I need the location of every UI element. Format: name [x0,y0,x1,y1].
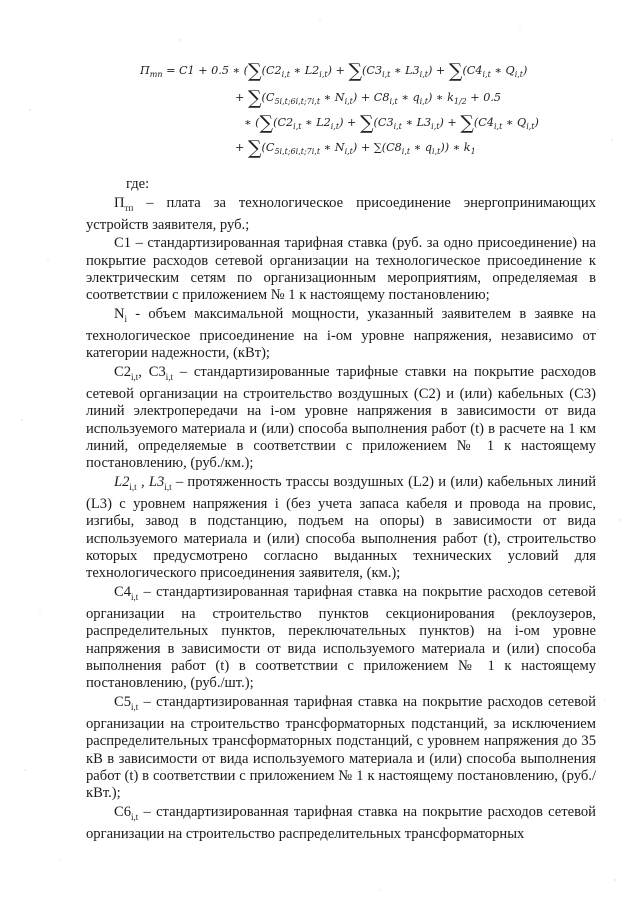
term-sub: i [124,313,128,324]
formula-sub: 5i,t;6i,t;7i,t [274,147,321,157]
term-sub: i,t [131,591,139,602]
definition: – стандартизированная тарифная ставка на покрытие расходов сетевой организации на строительство пунктов секционирования (реклоузеров, распределительных пунктов, переключательных пунктов) на i-ом уровне напряжения в зависимости от вида используемого материала и (или) способа выполнения работ (t) в соответствии с приложением № 1 к настоящему постановлению, (руб./шт.); [86,583,596,692]
term-sub: i,t [165,371,174,382]
formula-text: ∗ L2 [290,64,320,77]
formula-text: (C3 [373,116,394,129]
formula-text: + [235,141,248,154]
formula-text: ∗ q [410,141,433,154]
formula-sub: i,t [293,122,302,132]
formula-sub: i,t [382,70,391,80]
formula-sub: i,t [319,70,328,80]
sum-symbol: ∑ [248,60,262,82]
formula-line-3 [244,112,539,134]
term-sub: i,t [131,811,139,822]
formula-text: (C2 [273,116,294,129]
formula-text: (C3 [362,64,383,77]
term: N [114,305,125,322]
formula-text: ) [534,116,539,129]
formula-text: (C2 [261,64,282,77]
sum-symbol: ∑ [247,137,262,159]
paragraph-l2-l3 [86,474,596,583]
formula-lhs-sub: тп [149,70,163,80]
formula-line-4 [235,137,476,159]
formula-sub: i,t [389,97,398,107]
definition: – стандартизированная тарифная ставка на покрытие расходов сетевой организации на строительство распределительных трансформаторных [86,803,596,843]
term-sub: i,t [129,481,137,492]
formula-text: ∗ L2 [301,116,331,129]
formula-lhs: П [140,64,150,77]
term: , L3 [136,473,165,490]
term-sub: тп [124,202,134,213]
paragraph-c4 [86,584,596,693]
formula-text: ) + [428,64,449,77]
formula-text: ∗ L3 [390,64,420,77]
formula-sub: 5i,t;6i,t;7i,t [274,97,321,107]
term: L2 [114,473,130,490]
formula-text: + 0.5 [466,91,502,104]
definition: - объем максимальной мощности, указанный заявителем в заявке на технологическое присоединение на i-ом уровне напряжения, независимо от категории надежности, (кВт); [86,305,596,362]
sum-symbol: ∑ [259,112,274,134]
formula-sub: i,t [344,147,353,157]
term: С2 [114,363,132,380]
formula-sub: i,t [432,147,441,157]
formula-sub: i,t [526,122,535,132]
formula-text: (C [261,141,275,154]
definition: – стандартизированные тарифные ставки на покрытие расходов сетевой организации на строительство воздушных (С2) и (или) кабельных (С3) линий электропередачи на i-ом уровне напряжения в зависимости от вида используемого материала и (или) способа выполнения работ (t) в расчете на 1 км линий, определяемые в соответствии с приложением № 1 к настоящему постановлению, (руб./км.); [86,363,596,472]
where-label [126,176,596,193]
document-body [86,176,596,845]
formula-sub: i,t [493,122,503,132]
paragraph-c2-c3 [86,364,596,473]
formula-sub: i,t [393,122,402,132]
term: , С3 [138,363,166,380]
formula-line-2 [235,87,501,109]
formula-sub: i,t [514,70,524,80]
formula-text: ∗ q [397,91,420,104]
formula-text: (C4 [473,116,494,129]
term-sub: i,t [164,481,172,492]
where-label-text: где: [126,176,150,192]
term: С6 [114,803,132,820]
formula-text: )) ∗ k [440,141,471,154]
paragraph-c1 [86,235,596,304]
term: С4 [114,583,132,600]
formula-sub: i,t [344,97,353,107]
formula-sub: 1 [470,147,476,157]
formula-text: ∗ Q [490,64,515,77]
formula-text: ∗ Q [502,116,527,129]
definition: – протяженность трассы воздушных (L2) и (или) кабельных линий (L3) с уровнем напряжения i (без учета запаса кабеля и провода на провис, изгибы, завод в подстанцию, подъем на опоры) в зависимости от вида используемого материала и (или) способа выполнения работ (t), строительство которых предусмотрено согласно выданных технических условий для технологического присоединения заявителя, (км.); [86,473,596,582]
term-sub: i,t [131,701,139,712]
formula-sub: 1/2 [453,97,467,107]
definition: – плата за технологическое присоединение энергопринимающих устройств заявителя, руб.; [86,194,596,233]
formula-text: ) ∗ k [427,91,454,104]
term: П [114,194,125,211]
sum-symbol: ∑ [460,112,474,134]
sum-symbol: ∑ [247,87,262,109]
formula-text: ∗ ( [244,116,260,129]
paragraph-c5 [86,694,596,803]
formula-text: ∗ N [320,91,345,104]
paragraph-c6 [86,804,596,844]
paragraph-ptp [86,195,596,235]
formula-text: ) + ∑(C8 [352,141,402,154]
formula-text: ∗ L3 [401,116,432,129]
term-sub: i,t [131,371,139,382]
formula-text: ) [523,64,528,77]
formula-line-1 [140,60,527,82]
formula-sub: i,t [419,70,428,80]
formula-text: (C4 [462,64,483,77]
formula-sub: i,t [482,70,491,80]
formula-text: ∗ N [320,141,345,154]
paragraph-ni [86,306,596,363]
formula-sub: i,t [419,97,428,107]
sum-symbol: ∑ [448,60,463,82]
formula-sub: i,t [401,147,411,157]
formula-sub: i,t [281,70,290,80]
sum-symbol: ∑ [359,112,374,134]
formula-text: ) + [327,64,349,77]
formula-text: (C [261,91,275,104]
formula-sub: i,t [330,122,340,132]
formula-sub: i,t [431,122,440,132]
sum-symbol: ∑ [348,60,363,82]
definition: – стандартизированная тарифная ставка на покрытие расходов сетевой организации на строительство трансформаторных подстанций, за исключением распределительных трансформаторных подстанций, с уровнем напряжения до 35 кВ в зависимости от вида используемого материала и (или) способа выполнения работ (t) в соответствии с приложением № 1 к настоящему постановлению, (руб./кВт.); [86,693,596,802]
definition: С1 – стандартизированная тарифная ставка (руб. за одно присоединение) на покрытие расходов сетевой организации на технологическое присоединение к электрическим сетям по организационным мероприятиям, определяемая в соответствии с приложением № 1 к настоящему постановлению; [86,235,596,304]
formula-text: + [235,91,248,104]
formula-text: ) + [339,116,360,129]
formula-text: = C1 + 0.5 ∗ ( [162,64,249,77]
formula-text: ) + [439,116,461,129]
formula-text: ) + C8 [352,91,390,104]
term: С5 [114,693,132,710]
